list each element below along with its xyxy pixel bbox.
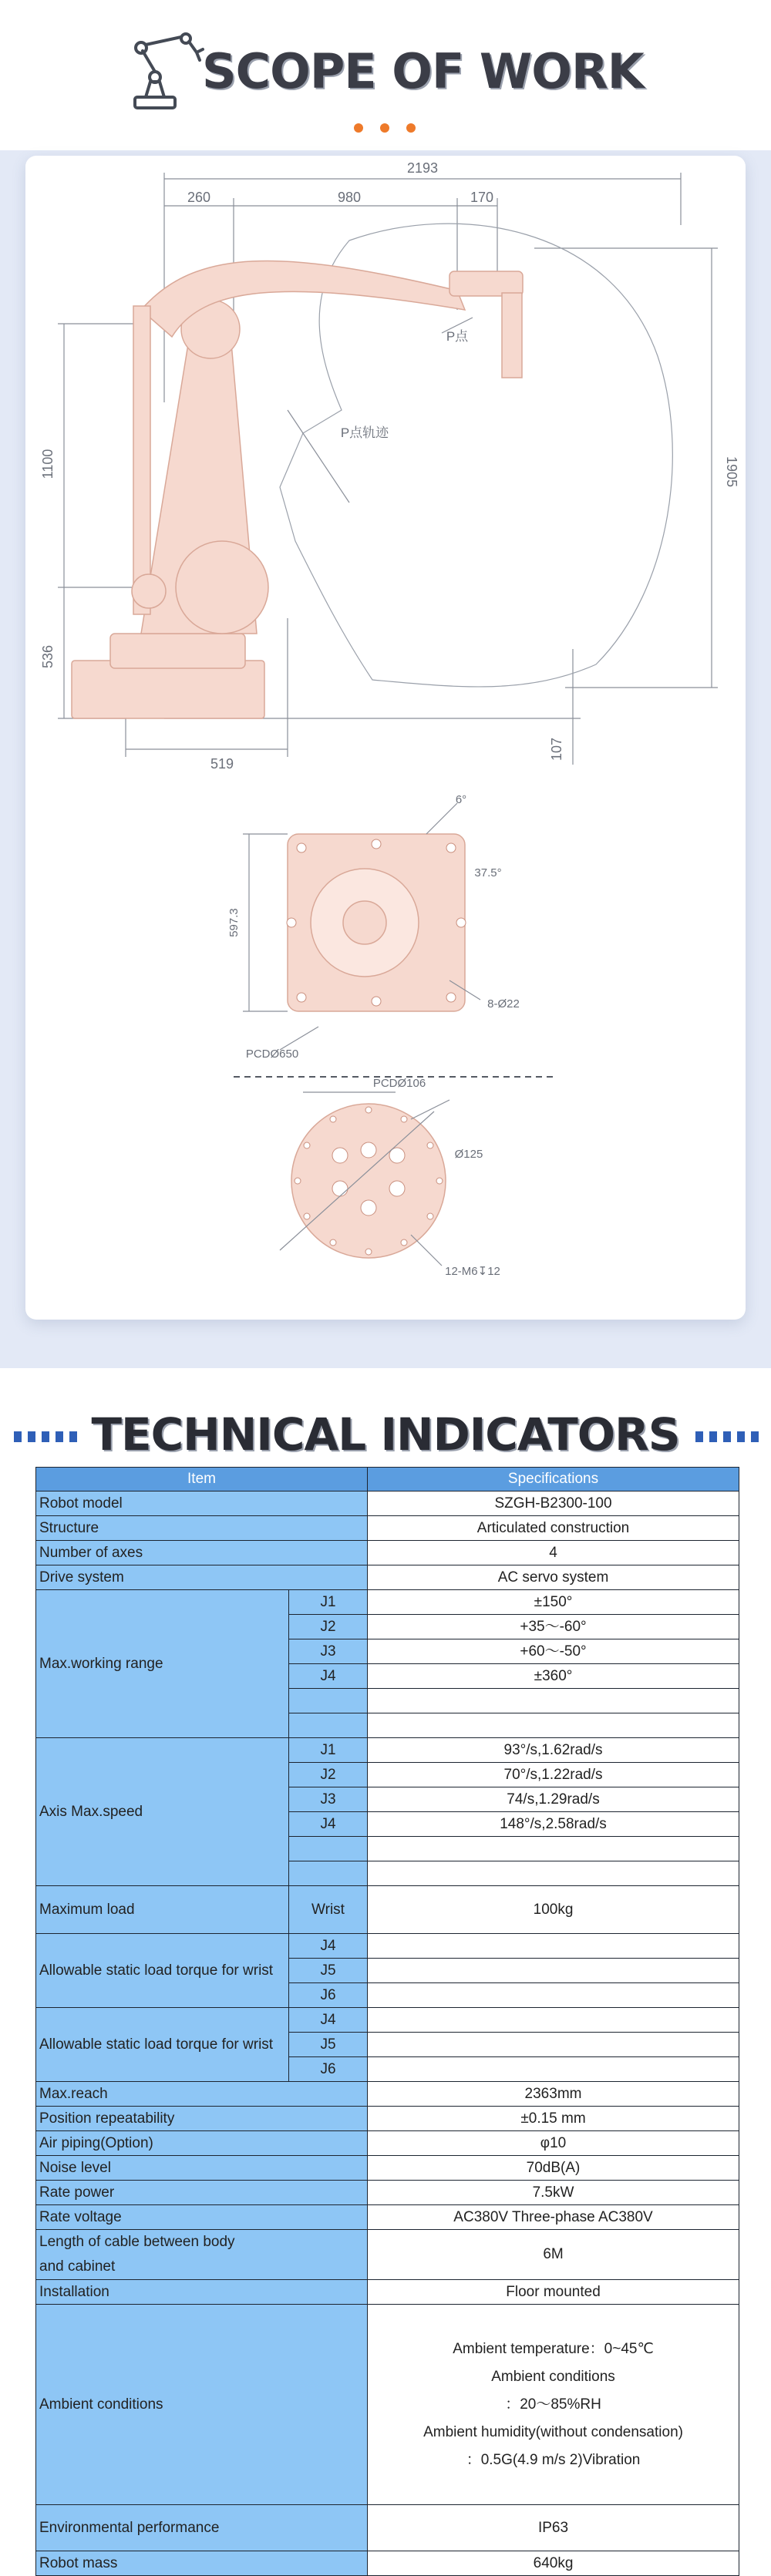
empty-cell xyxy=(368,1689,739,1713)
empty-cell xyxy=(289,1861,368,1886)
dim-170: 170 xyxy=(470,190,494,205)
empty-cell xyxy=(289,1713,368,1738)
base-dim-597: 597.3 xyxy=(227,908,241,937)
empty-cell xyxy=(368,1959,739,1983)
row-label: Position repeatability xyxy=(36,2107,368,2131)
table-row xyxy=(36,1565,739,1590)
flange-bolt xyxy=(427,1213,433,1219)
flange-hole xyxy=(361,1142,376,1158)
row-label: Allowable static load torque for wrist xyxy=(36,2008,289,2082)
flange-bolt xyxy=(365,1249,372,1255)
row-value: 6M xyxy=(368,2230,739,2280)
axis-label: J1 xyxy=(289,1738,368,1763)
axis-label: J3 xyxy=(289,1639,368,1664)
row-value: ±150° xyxy=(368,1590,739,1615)
row-value: SZGH-B2300-100 xyxy=(368,1491,739,1516)
mount-hole xyxy=(297,993,306,1002)
scope-header xyxy=(0,23,771,123)
dim-107: 107 xyxy=(549,737,564,762)
row-value: ±0.15 mm xyxy=(368,2107,739,2131)
row-value: 148°/s,2.58rad/s xyxy=(368,1812,739,1837)
p-point-label: P点 xyxy=(446,329,469,344)
flange-bolt xyxy=(365,1107,372,1113)
table-row xyxy=(36,2082,739,2107)
empty-cell xyxy=(289,1837,368,1861)
row-label: Rate power xyxy=(36,2181,368,2205)
ambient-line: Ambient temperature：0~45℃ xyxy=(453,2340,654,2357)
axis-label: J2 xyxy=(289,1763,368,1787)
robot-arm-icon xyxy=(120,31,212,116)
row-label: Environmental performance xyxy=(36,2505,368,2551)
table-row xyxy=(36,1738,739,1763)
leader-line xyxy=(426,803,457,834)
row-label: Maximum load xyxy=(36,1886,289,1934)
empty-cell xyxy=(289,1689,368,1713)
leader-line xyxy=(411,1100,449,1119)
axis-label: J6 xyxy=(289,2057,368,2082)
leader-line xyxy=(411,1235,442,1266)
flange-view xyxy=(280,1077,500,1278)
row-label: Number of axes xyxy=(36,1541,368,1565)
leader-line xyxy=(280,1027,318,1050)
table-header-row xyxy=(36,1468,739,1491)
mount-hole xyxy=(297,843,306,853)
dim-1100: 1100 xyxy=(40,449,56,479)
flange-bolt xyxy=(401,1239,407,1246)
robot-turntable xyxy=(110,634,245,668)
flange-bolt xyxy=(330,1239,336,1246)
row-value: ±360° xyxy=(368,1664,739,1689)
robot-shoulder-joint xyxy=(176,541,268,634)
table-row xyxy=(36,2008,739,2033)
row-label: Installation xyxy=(36,2280,368,2305)
ambient-values xyxy=(368,2305,739,2505)
flange-bolt xyxy=(401,1116,407,1122)
row-value: 70°/s,1.22rad/s xyxy=(368,1763,739,1787)
row-label: Robot mass xyxy=(36,2551,368,2576)
header-spec: Specifications xyxy=(368,1468,739,1491)
row-value: 93°/s,1.62rad/s xyxy=(368,1738,739,1763)
row-value: Articulated construction xyxy=(368,1516,739,1541)
row-value: 100kg xyxy=(368,1886,739,1934)
flange-bolt xyxy=(436,1178,443,1184)
robot-end-effector xyxy=(502,293,522,378)
row-label: Length of cable between body and cabinet xyxy=(36,2230,368,2280)
axis-label: J5 xyxy=(289,2033,368,2057)
dim-total-width: 2193 xyxy=(406,160,439,176)
axis-label: J5 xyxy=(289,1959,368,1983)
axis-label: J4 xyxy=(289,2008,368,2033)
empty-cell xyxy=(368,2057,739,2082)
accent-dashes-right xyxy=(695,1431,757,1442)
table-row xyxy=(36,1541,739,1565)
axis-label: J4 xyxy=(289,1934,368,1959)
table-row xyxy=(36,2305,739,2505)
flange-hole xyxy=(332,1181,348,1196)
sub-label: Wrist xyxy=(289,1886,368,1934)
table-row xyxy=(36,1886,739,1934)
tech-title: TECHNICAL INDICATORS xyxy=(91,1408,680,1461)
row-value: 2363mm xyxy=(368,2082,739,2107)
flange-plate xyxy=(291,1104,446,1258)
empty-cell xyxy=(368,1934,739,1959)
dim-1905: 1905 xyxy=(724,456,739,488)
header-item: Item xyxy=(36,1468,368,1491)
table-row xyxy=(36,2551,739,2576)
flange-bolt xyxy=(304,1142,310,1148)
flange-dia: Ø125 xyxy=(454,1148,483,1161)
ambient-line: Ambient humidity(without condensation) xyxy=(423,2423,683,2440)
table-row xyxy=(36,2156,739,2181)
row-value: 7.5kW xyxy=(368,2181,739,2205)
ambient-line: ：0.5G(4.9 m/s 2)Vibration xyxy=(466,2451,641,2468)
row-label: Robot model xyxy=(36,1491,368,1516)
dim-260: 260 xyxy=(187,190,211,205)
table-row xyxy=(36,2505,739,2551)
accent-dot xyxy=(354,123,363,133)
empty-cell xyxy=(368,1713,739,1738)
empty-cell xyxy=(368,2033,739,2057)
mount-hole xyxy=(456,918,466,927)
mount-hole xyxy=(372,839,381,849)
row-value: +60～-50° xyxy=(368,1639,739,1664)
empty-cell xyxy=(368,2008,739,2033)
axis-label: J2 xyxy=(289,1615,368,1639)
table-row xyxy=(36,2107,739,2131)
row-label: Max.reach xyxy=(36,2082,368,2107)
tech-header xyxy=(0,1399,771,1476)
dim-980: 980 xyxy=(337,190,362,205)
row-label: Allowable static load torque for wrist xyxy=(36,1934,289,2008)
dim-536: 536 xyxy=(40,644,56,669)
row-label: Air piping(Option) xyxy=(36,2131,368,2156)
spec-table xyxy=(35,1467,739,2576)
row-value: 640kg xyxy=(368,2551,739,2576)
flange-hole xyxy=(332,1148,348,1163)
table-row xyxy=(36,2230,739,2280)
row-value: AC380V Three-phase AC380V xyxy=(368,2205,739,2230)
ambient-line: ：20～85%RH xyxy=(505,2396,601,2413)
accent-dots xyxy=(351,123,420,136)
row-value: 4 xyxy=(368,1541,739,1565)
table-row xyxy=(36,2131,739,2156)
robot-base xyxy=(72,661,264,718)
flange-holes: 12-M6↧12 xyxy=(445,1265,500,1278)
row-label: Rate voltage xyxy=(36,2205,368,2230)
mount-hole xyxy=(446,993,456,1002)
table-row xyxy=(36,1934,739,1959)
flange-hole xyxy=(389,1181,405,1196)
base-angle-6: 6° xyxy=(455,793,467,806)
table-row xyxy=(36,2181,739,2205)
technical-drawing xyxy=(25,156,746,1320)
table-row xyxy=(36,1516,739,1541)
base-plate-view xyxy=(227,793,520,1061)
table-row xyxy=(36,1590,739,1615)
flange-bolt xyxy=(330,1116,336,1122)
row-value: +35～-60° xyxy=(368,1615,739,1639)
row-value: 70dB(A) xyxy=(368,2156,739,2181)
row-label: Axis Max.speed xyxy=(36,1738,289,1886)
p-track-label: P点轨迹 xyxy=(340,425,389,440)
axis-label: J4 xyxy=(289,1812,368,1837)
scope-title: SCOPE OF WORK xyxy=(202,43,644,99)
empty-cell xyxy=(368,1861,739,1886)
mount-hole xyxy=(287,918,296,927)
base-angle-375: 37.5° xyxy=(474,866,502,879)
empty-cell xyxy=(368,1837,739,1861)
robot-wrist xyxy=(449,271,523,296)
robot-link-rod xyxy=(133,306,150,614)
row-label: Max.working range xyxy=(36,1590,289,1738)
dim-519: 519 xyxy=(210,756,234,772)
accent-dot xyxy=(406,123,416,133)
row-label: Structure xyxy=(36,1516,368,1541)
robot-counterweight xyxy=(132,574,166,608)
row-value: Floor mounted xyxy=(368,2280,739,2305)
axis-label: J4 xyxy=(289,1664,368,1689)
table-row xyxy=(36,2205,739,2230)
table-row xyxy=(36,1491,739,1516)
axis-label: J3 xyxy=(289,1787,368,1812)
row-label: Ambient conditions xyxy=(36,2305,368,2505)
row-label: Noise level xyxy=(36,2156,368,2181)
accent-dot xyxy=(380,123,389,133)
axis-label: J1 xyxy=(289,1590,368,1615)
mount-hole xyxy=(372,997,381,1006)
ambient-line: Ambient conditions xyxy=(491,2368,615,2385)
row-value: AC servo system xyxy=(368,1565,739,1590)
empty-cell xyxy=(368,1983,739,2008)
row-label: Drive system xyxy=(36,1565,368,1590)
row-value: 74/s,1.29rad/s xyxy=(368,1787,739,1812)
base-holes: 8-Ø22 xyxy=(487,997,520,1011)
flange-bolt xyxy=(427,1142,433,1148)
flange-hole xyxy=(361,1200,376,1216)
row-value: φ10 xyxy=(368,2131,739,2156)
table-row xyxy=(36,2280,739,2305)
flange-bolt xyxy=(295,1178,301,1184)
base-pcd: PCDØ650 xyxy=(245,1048,299,1061)
axis-label: J6 xyxy=(289,1983,368,2008)
flange-pcd: PCDØ106 xyxy=(372,1077,426,1090)
flange-bolt xyxy=(304,1213,310,1219)
mount-hole xyxy=(446,843,456,853)
row-value: IP63 xyxy=(368,2505,739,2551)
base-plate-hub xyxy=(343,901,386,944)
